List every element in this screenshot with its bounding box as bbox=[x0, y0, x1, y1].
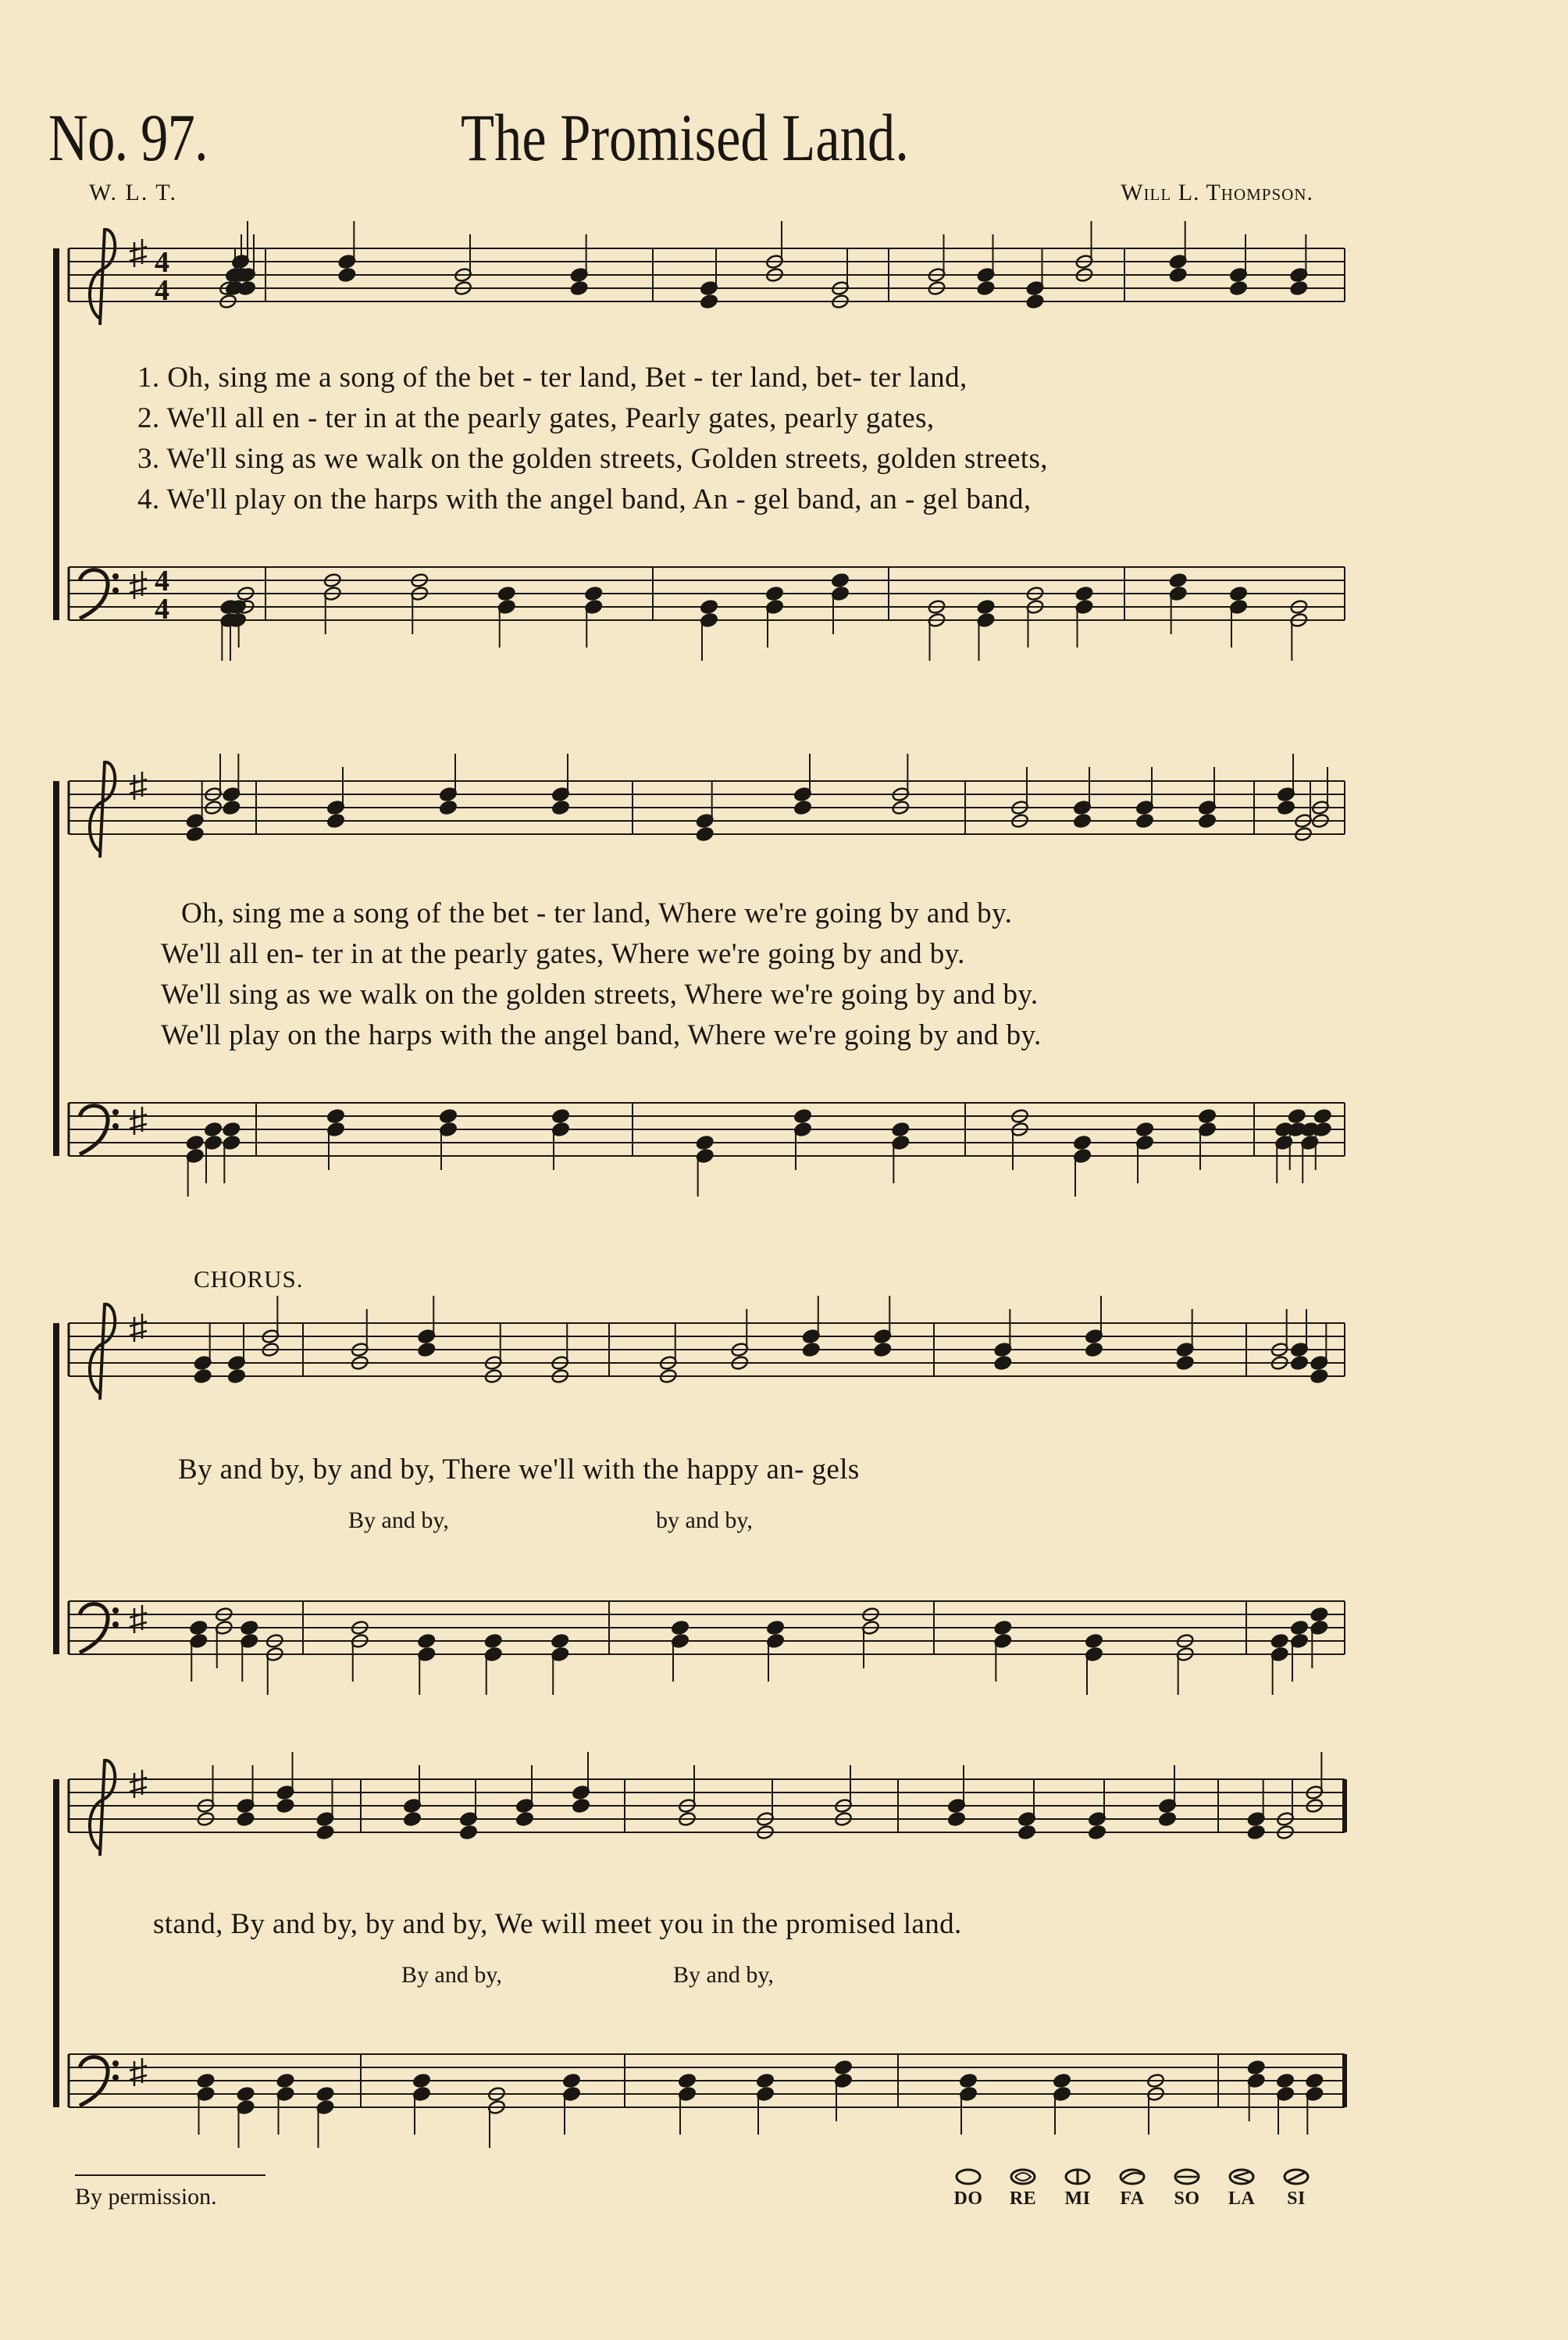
note-head bbox=[1229, 586, 1248, 601]
note-head bbox=[1088, 1825, 1107, 1840]
note-head bbox=[1290, 280, 1309, 296]
sharp-icon bbox=[130, 1770, 147, 1798]
note-head bbox=[671, 1620, 690, 1636]
note-head bbox=[1310, 1368, 1329, 1384]
note-head bbox=[1247, 1825, 1266, 1840]
treble-clef-icon bbox=[90, 230, 115, 325]
verse-line-4a: 4. We'll play on the harps with the angel band, An - gel band, an - gel band, bbox=[137, 483, 1032, 515]
time-signature-top: 4 bbox=[155, 246, 169, 279]
round-shape-note-icon bbox=[954, 2168, 982, 2185]
note-head bbox=[1135, 813, 1154, 829]
note-head bbox=[194, 1368, 212, 1384]
note-head bbox=[1073, 813, 1092, 829]
note-head bbox=[1247, 2060, 1266, 2075]
note-head bbox=[1169, 267, 1188, 283]
hymn-number: No. 97. bbox=[48, 100, 208, 175]
note-head bbox=[959, 2073, 978, 2089]
permission-note: By permission. bbox=[75, 2184, 217, 2210]
clef-dot bbox=[112, 2060, 119, 2067]
note-head bbox=[700, 599, 718, 615]
note-head bbox=[240, 1620, 258, 1636]
note-head bbox=[873, 1342, 892, 1357]
chorus-bass-words-2b: By and by, bbox=[673, 1962, 774, 1988]
mi-shape-note-icon bbox=[1064, 2168, 1092, 2185]
sharp-icon bbox=[130, 239, 147, 267]
verse-line-3a: 3. We'll sing as we walk on the golden streets, Golden streets, golden streets, bbox=[137, 443, 1048, 475]
note-head bbox=[700, 294, 718, 309]
note-head bbox=[1198, 813, 1217, 829]
note-head bbox=[417, 1342, 436, 1357]
note-head bbox=[497, 586, 516, 601]
shape-note-key bbox=[945, 2168, 1320, 2223]
note-head bbox=[1276, 2073, 1295, 2089]
sharp-icon bbox=[130, 2058, 147, 2086]
note-head bbox=[1073, 1135, 1092, 1150]
solfa-re: RE bbox=[1000, 2168, 1046, 2210]
verse-line-1a: 1. Oh, sing me a song of the bet - ter land, Bet - ter land, bet- ter land, bbox=[137, 362, 968, 394]
note-head bbox=[1288, 1108, 1306, 1124]
clef-dot bbox=[112, 1123, 119, 1129]
note-head bbox=[1085, 1633, 1103, 1649]
note-head bbox=[1306, 2073, 1324, 2089]
note-head bbox=[1158, 1811, 1177, 1827]
note-head bbox=[338, 267, 357, 283]
note-head bbox=[189, 1620, 208, 1636]
note-head bbox=[276, 2073, 295, 2089]
note-head bbox=[412, 2073, 431, 2089]
note-head bbox=[237, 1811, 255, 1827]
note-head bbox=[204, 1122, 223, 1137]
sharp-icon bbox=[130, 1107, 147, 1135]
solfa-si: SI bbox=[1273, 2168, 1320, 2210]
re-shape-note-icon bbox=[1009, 2168, 1037, 2185]
note-head bbox=[1198, 1108, 1217, 1124]
clef-dot bbox=[112, 1607, 119, 1614]
time-signature-bottom: 4 bbox=[155, 593, 169, 626]
solfa-do: DO bbox=[945, 2168, 992, 2210]
note-head bbox=[834, 2060, 853, 2075]
chorus-bass-words-1b: by and by, bbox=[656, 1507, 753, 1533]
note-head bbox=[227, 1368, 246, 1384]
verse-line-2a: 2. We'll all en - ter in at the pearly gates, Pearly gates, pearly gates, bbox=[137, 402, 935, 434]
note-head bbox=[326, 813, 345, 829]
note-head bbox=[1075, 586, 1094, 601]
note-head bbox=[947, 1811, 966, 1827]
note-head bbox=[1229, 280, 1248, 296]
note-head bbox=[977, 280, 996, 296]
chorus-label: CHORUS. bbox=[194, 1265, 304, 1293]
note-head bbox=[1176, 1355, 1195, 1371]
note-head bbox=[994, 1355, 1013, 1371]
note-head bbox=[316, 2086, 335, 2102]
note-head bbox=[766, 1620, 785, 1636]
note-head bbox=[551, 1633, 569, 1649]
note-head bbox=[186, 826, 205, 842]
note-head bbox=[515, 1811, 534, 1827]
composer-credit: Will L. Thompson. bbox=[1121, 180, 1313, 205]
note-head bbox=[459, 1825, 478, 1840]
si-shape-note-icon bbox=[1282, 2168, 1310, 2185]
note-head bbox=[793, 1108, 812, 1124]
clef-dot bbox=[112, 587, 119, 594]
note-head bbox=[551, 800, 570, 815]
note-head bbox=[1169, 573, 1188, 588]
note-head bbox=[1026, 294, 1045, 309]
chorus-bass-words-1a: By and by, bbox=[348, 1507, 449, 1533]
note-head bbox=[186, 1135, 205, 1150]
verse-line-1b: Oh, sing me a song of the bet - ter land, Where we're going by and by. bbox=[181, 897, 1013, 929]
note-head bbox=[892, 1122, 911, 1137]
note-head bbox=[551, 1108, 570, 1124]
clef-dot bbox=[112, 2074, 119, 2081]
note-head bbox=[484, 1633, 503, 1649]
note-head bbox=[977, 599, 996, 615]
note-head bbox=[237, 2086, 255, 2102]
note-head bbox=[793, 800, 812, 815]
note-head bbox=[197, 2073, 216, 2089]
note-head bbox=[1290, 1355, 1309, 1371]
solfa-fa: FA bbox=[1109, 2168, 1156, 2210]
verse-line-4b: We'll play on the harps with the angel band, Where we're going by and by. bbox=[161, 1019, 1042, 1051]
note-head bbox=[1290, 1620, 1309, 1636]
note-head bbox=[678, 2073, 697, 2089]
note-head bbox=[765, 586, 784, 601]
la-shape-note-icon bbox=[1228, 2168, 1256, 2185]
note-head bbox=[696, 1135, 715, 1150]
note-head bbox=[223, 1122, 241, 1137]
note-head bbox=[696, 826, 715, 842]
lyricist-credit: W. L. T. bbox=[89, 180, 177, 205]
verse-line-2b: We'll all en- ter in at the pearly gates, Where we're going by and by. bbox=[161, 938, 965, 970]
note-head bbox=[1310, 1607, 1329, 1622]
note-head bbox=[223, 800, 241, 815]
note-head bbox=[584, 586, 603, 601]
hymn-title: The Promised Land. bbox=[461, 100, 909, 175]
chorus-bass-words-2a: By and by, bbox=[401, 1962, 502, 1988]
note-head bbox=[802, 1342, 821, 1357]
note-head bbox=[1017, 1825, 1036, 1840]
note-head bbox=[1313, 1108, 1332, 1124]
treble-clef-icon bbox=[90, 1304, 115, 1400]
note-head bbox=[831, 573, 850, 588]
clef-dot bbox=[112, 573, 119, 580]
note-head bbox=[994, 1620, 1013, 1636]
solfa-la: LA bbox=[1218, 2168, 1265, 2210]
note-head bbox=[1053, 2073, 1071, 2089]
note-head bbox=[417, 1633, 436, 1649]
sharp-icon bbox=[130, 1314, 147, 1342]
footer-rule bbox=[75, 2174, 265, 2176]
note-head bbox=[439, 1108, 458, 1124]
time-signature-bottom: 4 bbox=[155, 274, 169, 307]
clef-dot bbox=[112, 1621, 119, 1628]
treble-clef-icon bbox=[90, 1760, 115, 1856]
sharp-icon bbox=[130, 772, 147, 800]
note-head bbox=[572, 1798, 590, 1814]
note-head bbox=[570, 280, 589, 296]
note-head bbox=[756, 2073, 775, 2089]
solfa-so: SO bbox=[1164, 2168, 1210, 2210]
sharp-icon bbox=[130, 1605, 147, 1633]
note-head bbox=[562, 2073, 581, 2089]
note-head bbox=[403, 1811, 422, 1827]
time-signature-top: 4 bbox=[155, 565, 169, 597]
note-head bbox=[326, 1108, 345, 1124]
note-head bbox=[316, 1825, 335, 1840]
solfa-mi: MI bbox=[1054, 2168, 1101, 2210]
note-head bbox=[276, 1798, 295, 1814]
note-head bbox=[1277, 800, 1295, 815]
note-head bbox=[1135, 1122, 1154, 1137]
note-head bbox=[439, 800, 458, 815]
note-head bbox=[1085, 1342, 1103, 1357]
verse-line-3b: We'll sing as we walk on the golden streets, Where we're going by and by. bbox=[161, 979, 1039, 1011]
chorus-line-2: stand, By and by, by and by, We will meet you in the promised land. bbox=[153, 1908, 962, 1940]
clef-dot bbox=[112, 1109, 119, 1115]
chorus-line-1: By and by, by and by, There we'll with the happy an- gels bbox=[178, 1454, 860, 1486]
treble-clef-icon bbox=[90, 762, 115, 858]
fa-shape-note-icon bbox=[1118, 2168, 1146, 2185]
note-head bbox=[1270, 1633, 1289, 1649]
sharp-icon bbox=[130, 571, 147, 599]
so-shape-note-icon bbox=[1173, 2168, 1201, 2185]
